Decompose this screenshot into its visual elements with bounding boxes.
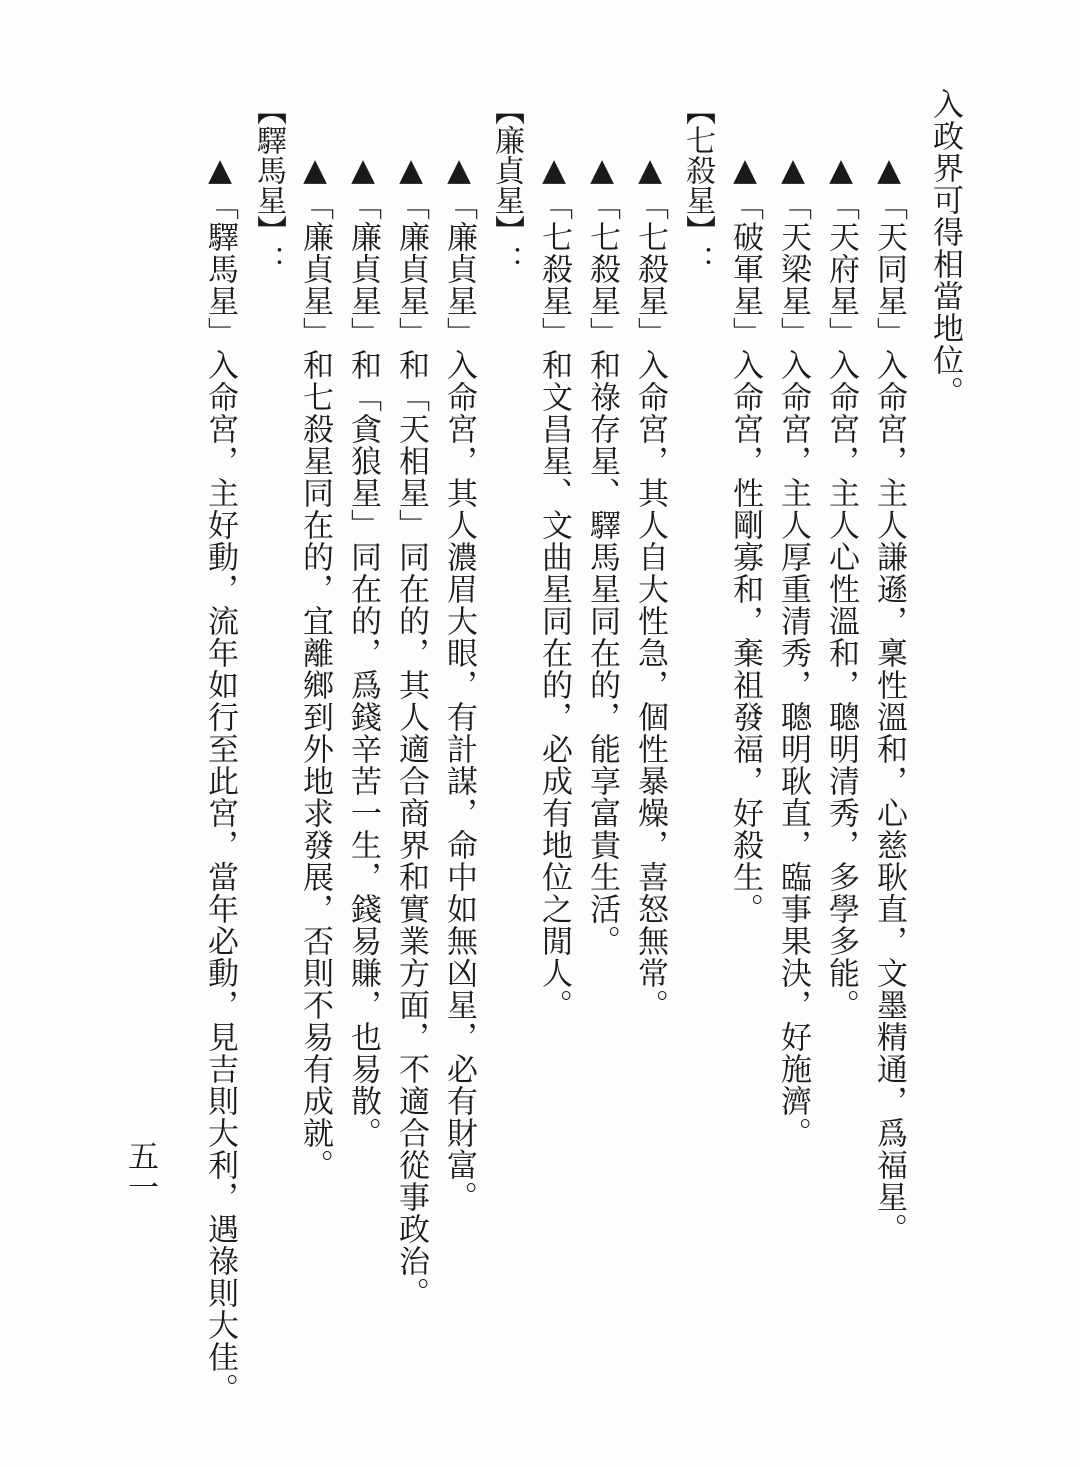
- text-column-1: 入政界可得相當地位。: [927, 88, 963, 408]
- section-heading-lianzhen: 【廉貞星】：: [489, 95, 524, 275]
- text-column-12: ▲「廉貞星」和「天相星」同在的，其人適合商界和實業方面，不適合從事政治。: [393, 152, 429, 1309]
- text-column-7: ▲「七殺星」入命宮，其人自大性急，個性暴燥，喜怒無常。: [632, 152, 668, 1021]
- text-column-11: ▲「廉貞星」入命宮，其人濃眉大眼，有計謀，命中如無凶星，必有財富。: [441, 152, 477, 1213]
- page-number: 五一: [122, 1140, 158, 1202]
- text-column-2: ▲「天同星」入命宮，主人謙遜，稟性溫和，心慈耿直，文墨精通，爲福星。: [871, 152, 907, 1245]
- text-column-4: ▲「天梁星」入命宮，主人厚重清秀，聰明耿直，臨事果決，好施濟。: [775, 152, 811, 1149]
- text-column-8: ▲「七殺星」和祿存星、驛馬星同在的，能享富貴生活。: [584, 152, 620, 957]
- section-heading-qisha: 【七殺星】：: [680, 95, 715, 275]
- text-column-5: ▲「破軍星」入命宮，性剛寡和，棄祖發福，好殺生。: [727, 152, 763, 925]
- text-column-9: ▲「七殺星」和文昌星、文曲星同在的，必成有地位之閒人。: [536, 152, 572, 1021]
- text-column-16: ▲「驛馬星」入命宮，主好動，流年如行至此宮，當年必動，見吉則大利，遇祿則大佳。: [202, 152, 238, 1405]
- text-column-13: ▲「廉貞星」和「貪狼星」同在的，爲錢辛苦一生，錢易賺，也易散。: [345, 152, 381, 1149]
- section-heading-yima: 【驛馬星】：: [251, 95, 286, 275]
- text-column-14: ▲「廉貞星」和七殺星同在的，宜離鄉到外地求發展，否則不易有成就。: [297, 152, 333, 1181]
- text-column-3: ▲「天府星」入命宮，主人心性溫和，聰明清秀，多學多能。: [823, 152, 859, 1021]
